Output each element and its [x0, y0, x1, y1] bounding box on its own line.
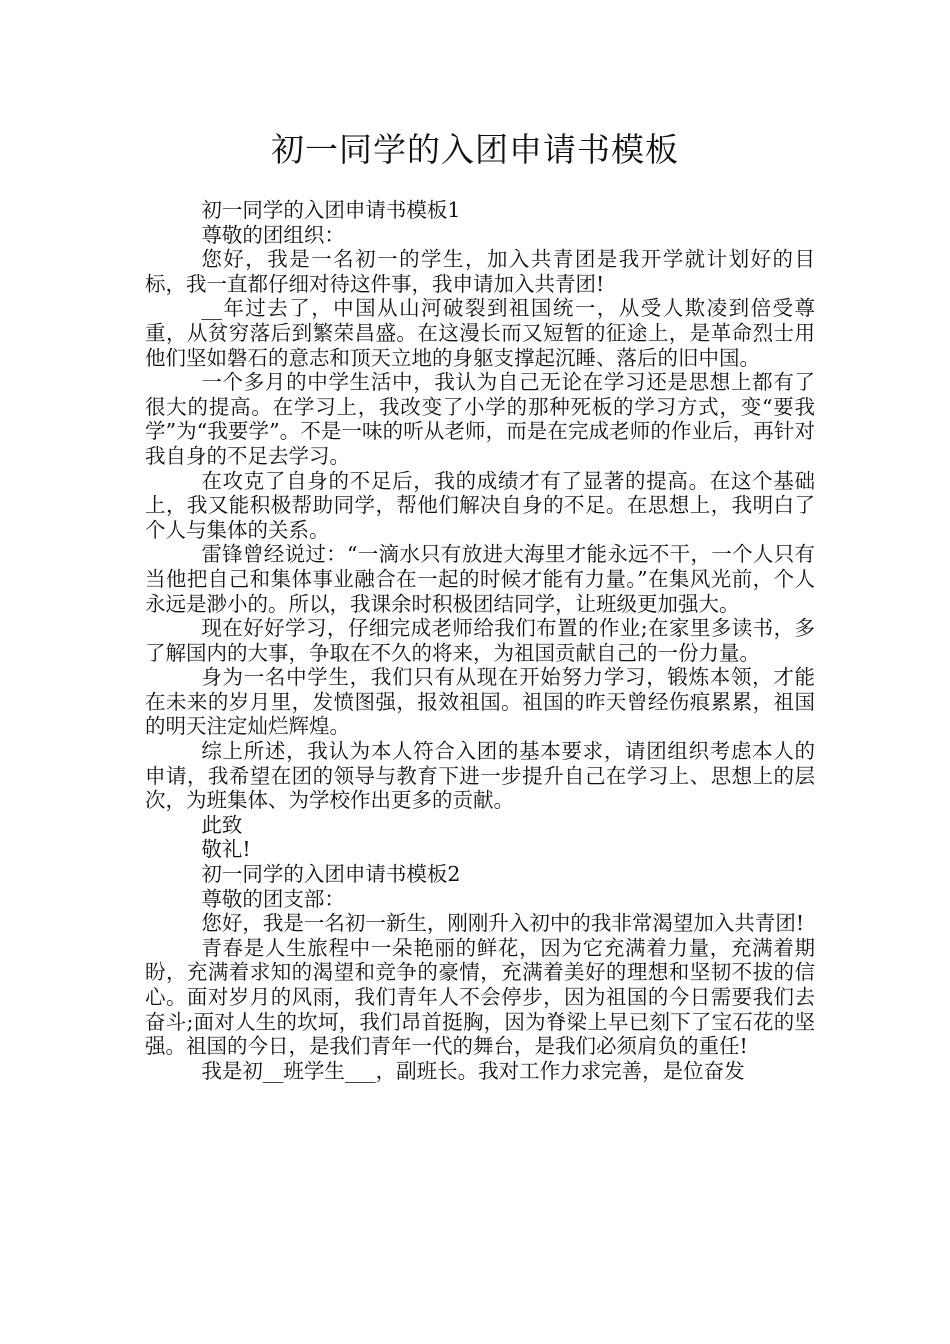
paragraph: 您好，我是一名初一新生，刚刚升入初中的我非常渴望加入共青团! — [201, 911, 805, 936]
paragraph: 尊敬的团组织： — [201, 222, 345, 247]
paragraph: 初一同学的入团申请书模板2 — [201, 862, 461, 887]
paragraph: 现在好好学习，仔细完成老师给我们布置的作业;在家里多读书，多了解国内的大事，争取在不久的将来，为祖国贡献自己的一份力量。 — [145, 616, 815, 665]
paragraph: 青春是人生旅程中一朵艳丽的鲜花，因为它充满着力量，充满着期盼，充满着求知的渴望和竞争的豪情，充满着美好的理想和坚韧不拔的信心。面对岁月的风雨，我们青年人不会停步，因为祖国的今日需要我们去奋斗;面对人生的坎坷，我们昂首挺胸，因为脊梁上早已刻下了宝石花的坚强。祖国的今日，是我们青年一代的舞台，是我们必须肩负的重任! — [145, 935, 815, 1059]
paragraph: 在攻克了自身的不足后，我的成绩才有了显著的提高。在这个基础上，我又能积极帮助同学，帮他们解决自身的不足。在思想上，我明白了个人与集体的关系。 — [145, 468, 815, 542]
document-body — [145, 198, 815, 1083]
paragraph: __年过去了，中国从山河破裂到祖国统一，从受人欺凌到倍受尊重，从贫穷落后到繁荣昌盛。在这漫长而又短暂的征途上，是革命烈士用他们坚如磐石的意志和顶天立地的身躯支撑起沉睡、落后的旧中国。 — [145, 296, 815, 370]
paragraph: 尊敬的团支部： — [201, 886, 345, 911]
paragraph: 综上所述，我认为本人符合入团的基本要求，请团组织考虑本人的申请，我希望在团的领导与教育下进一步提升自己在学习上、思想上的层次，为班集体、为学校作出更多的贡献。 — [145, 739, 815, 813]
document-title: 初一同学的入团申请书模板 — [271, 130, 679, 169]
paragraph: 敬礼! — [201, 837, 251, 862]
paragraph: 您好，我是一名初一的学生，加入共青团是我开学就计划好的目标，我一直都仔细对待这件事，我申请加入共青团! — [145, 247, 815, 296]
paragraph: 初一同学的入团申请书模板1 — [201, 198, 461, 222]
paragraph: 我是初__班学生___，副班长。我对工作力求完善，是位奋发 — [201, 1058, 745, 1083]
paragraph: 身为一名中学生，我们只有从现在开始努力学习，锻炼本领，才能在未来的岁月里，发愤图强，报效祖国。祖国的昨天曾经伤痕累累，祖国的明天注定灿烂辉煌。 — [145, 665, 815, 739]
paragraph: 此致 — [201, 812, 243, 837]
paragraph: 一个多月的中学生活中，我认为自己无论在学习还是思想上都有了很大的提高。在学习上，我改变了小学的那种死板的学习方式，变“要我学”为“我要学”。不是一味的听从老师，而是在完成老师的作业后，再针对我自身的不足去学习。 — [145, 370, 815, 468]
paragraph: 雷锋曾经说过：“一滴水只有放进大海里才能永远不干，一个人只有当他把自己和集体事业融合在一起的时候才能有力量。”在集风光前，个人永远是渺小的。所以，我课余时积极团结同学，让班级更加强大。 — [145, 542, 815, 616]
